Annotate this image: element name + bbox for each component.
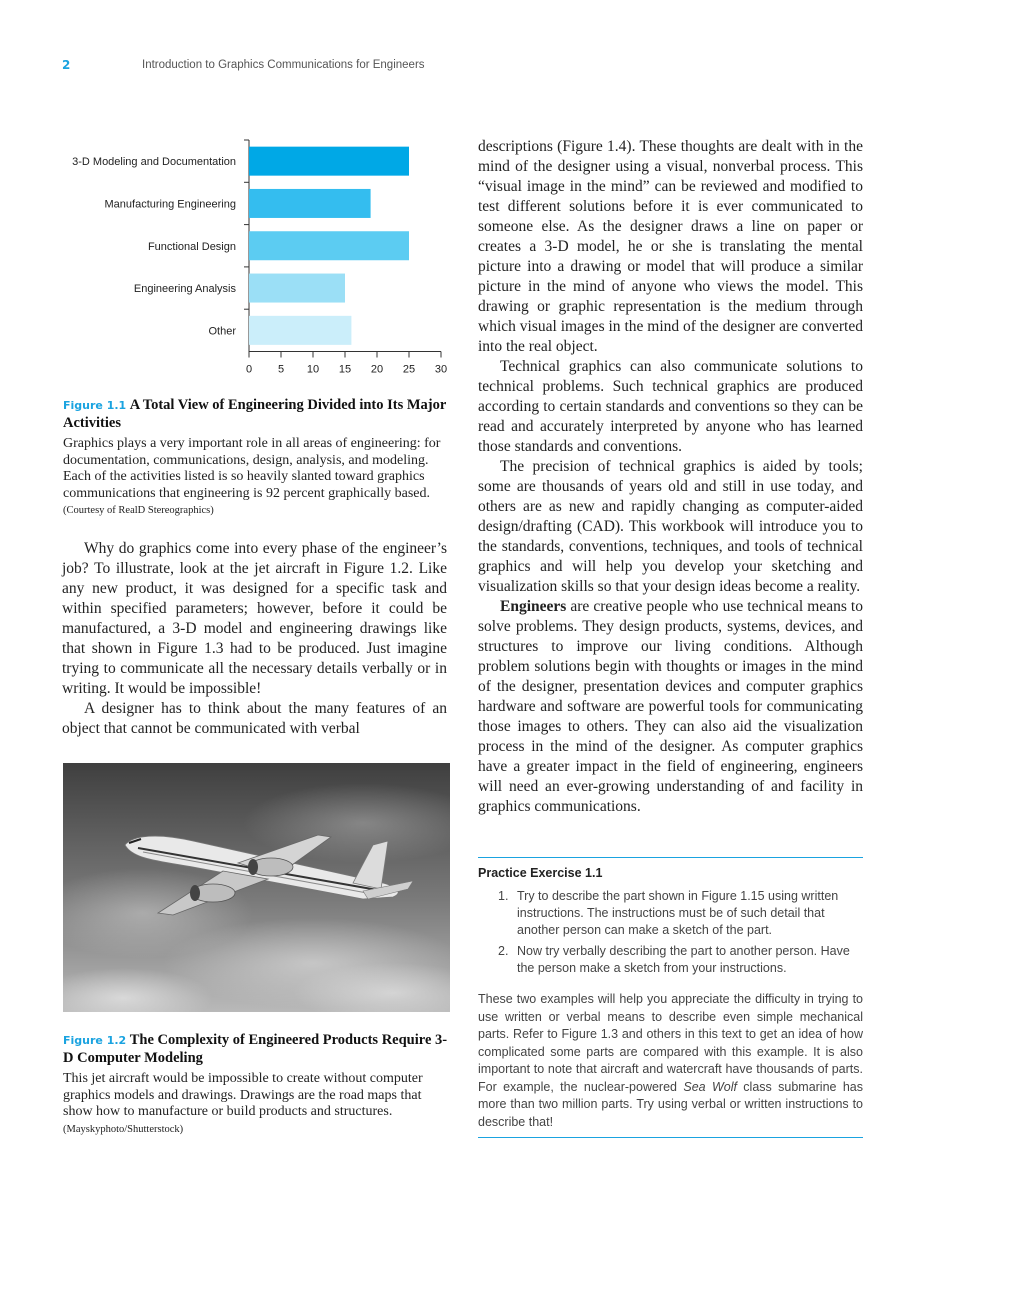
- exercise-title: Practice Exercise 1.1: [478, 866, 603, 880]
- figure-2-credit: (Mayskyphoto/Shutterstock): [63, 1123, 184, 1135]
- category-label: Functional Design: [147, 240, 236, 253]
- item-number: 1.: [498, 889, 509, 903]
- figure-1-title: A Total View of Engineering Divided into Its Major Activities: [63, 397, 447, 431]
- paragraph: Why do graphics come into every phase of the engineer’s job? To illustrate, look at the jet aircraft in Figure 1.2. Like any new product, it was designed for a specific task and within specified parameters; however, before it could be manufactured, a 3-D model and engineering drawings like that shown in Figure 1.3 had to be produced. Just imagine trying to communicate all the necessary details verbally or in writing. It would be impossible!: [62, 540, 447, 697]
- exercise-text: These two examples will help you appreciate the difficulty in trying to use written or verbal means to describe even simple mechanical parts. Refer to Figure 1.3 and others in this text to get an idea of how complicated some parts are compared with this example. It is also important to note that aircraft and watercraft have thousands of parts. For example, the nuclear-powered: [478, 992, 863, 1094]
- category-label: Other: [208, 325, 236, 338]
- item-text: Now try verbally describing the part to another person. Have the person make a sketch from your instructions.: [517, 944, 850, 975]
- bar-chart: [56, 136, 456, 381]
- figure-2-label: Figure 1.2: [63, 1034, 127, 1047]
- list-item: [478, 888, 863, 939]
- bar: [249, 189, 371, 218]
- exercise-paragraph: [478, 991, 863, 1131]
- category-label: 3-D Modeling and Documentation: [72, 156, 236, 169]
- x-tick-label: 0: [245, 363, 253, 376]
- x-tick-label: 5: [277, 363, 285, 376]
- right-column-text: [478, 137, 863, 817]
- practice-exercise-box: [478, 857, 863, 1138]
- paragraph-rest: are creative people who use technical means to solve problems. They design products, systems, devices, and structures to improve our living conditions. Although problem solutions begin with thoughts or images in the mind of the designer, presentation devices and computer graphics hardware and software are powerful tools for communicating those images to others. They can also aid the visualization process in the mind of the designer. As computer graphics have a greater impact in the field of engineering, engineers will need an ever-growing understanding of and facility in graphics communications.: [478, 598, 863, 815]
- figure-2-body: This jet aircraft would be impossible to create without computer graphics models and drawings. Drawings are the road maps that show how to manufacture or build products and structures.: [63, 1071, 423, 1119]
- paragraph: A designer has to think about the many features of an object that cannot be communicated with verbal: [62, 700, 447, 737]
- bar: [249, 147, 409, 176]
- figure-1-caption: [63, 397, 448, 520]
- category-label: Manufacturing Engineering: [104, 198, 236, 211]
- figure-1-credit: (Courtesy of RealD Stereographics): [63, 505, 214, 516]
- paragraph: The precision of technical graphics is aided by tools; some are thousands of years old and still in use today, and others are as new and rapidly changing as computer-aided design/drafting (CAD). This workbook will introduce you to the standards, conventions, techniques, and tools of technical graphics and will help you develop your sketching and visualization skills so that your design ideas become a reality.: [478, 458, 863, 595]
- x-tick-label: 25: [402, 363, 416, 376]
- x-tick-label: 10: [306, 363, 320, 376]
- submarine-name: Sea Wolf: [683, 1079, 737, 1094]
- exercise-text: class submarine has more than two million parts. Try using verbal or written instructions to describe that!: [478, 1079, 863, 1129]
- bar: [249, 274, 345, 303]
- category-label: Engineering Analysis: [133, 283, 236, 296]
- jet-aircraft-photo: [63, 763, 450, 1012]
- paragraph: Technical graphics can also communicate solutions to technical problems. Such technical graphics are produced according to certain standards and conventions so they can be read and accurately interpreted by anyone who has learned those standards and conventions.: [478, 358, 863, 455]
- figure-1-body: Graphics plays a very important role in all areas of engineering: for documentation, communications, design, analysis, and modeling. Each of the activities listed is so heavily slanted toward graphics communications that engineering is 92 percent graphically based.: [63, 436, 441, 501]
- page-header: [62, 58, 962, 76]
- x-tick-label: 20: [370, 363, 384, 376]
- left-column-text: [62, 539, 447, 739]
- bar: [249, 316, 351, 345]
- item-number: 2.: [498, 944, 509, 958]
- exercise-list: [478, 888, 863, 977]
- bar-chart-svg: [56, 136, 456, 381]
- figure-1-label: Figure 1.1: [63, 399, 127, 412]
- item-text: Try to describe the part shown in Figure 1.15 using written instructions. The instructions must be of such detail that another person can make a sketch of the part.: [517, 889, 839, 937]
- running-title: Introduction to Graphics Communications for Engineers: [142, 59, 425, 71]
- x-tick-label: 30: [434, 363, 448, 376]
- bar: [249, 231, 409, 260]
- figure-2-title: The Complexity of Engineered Products Require 3-D Computer Modeling: [63, 1032, 448, 1066]
- page-number: 2: [62, 58, 71, 72]
- figure-2-caption: [63, 1032, 448, 1138]
- x-tick-label: 15: [338, 363, 352, 376]
- paragraph: descriptions (Figure 1.4). These thoughts are dealt with in the mind of the designer using a visual, nonverbal process. This “visual image in the mind” can be reviewed and modified to test different solutions before it is ever communicated to someone else. As the designer draws a line on paper or creates a 3-D model, he or she is translating the mental picture into a drawing or model that will produce a similar picture in the mind of anyone who views the model. This drawing or graphic representation is the medium through which visual images in the mind of the designer are converted into the real object.: [478, 138, 863, 355]
- term-engineers: Engineers: [500, 598, 567, 615]
- paragraph: [478, 597, 863, 817]
- list-item: [478, 943, 863, 977]
